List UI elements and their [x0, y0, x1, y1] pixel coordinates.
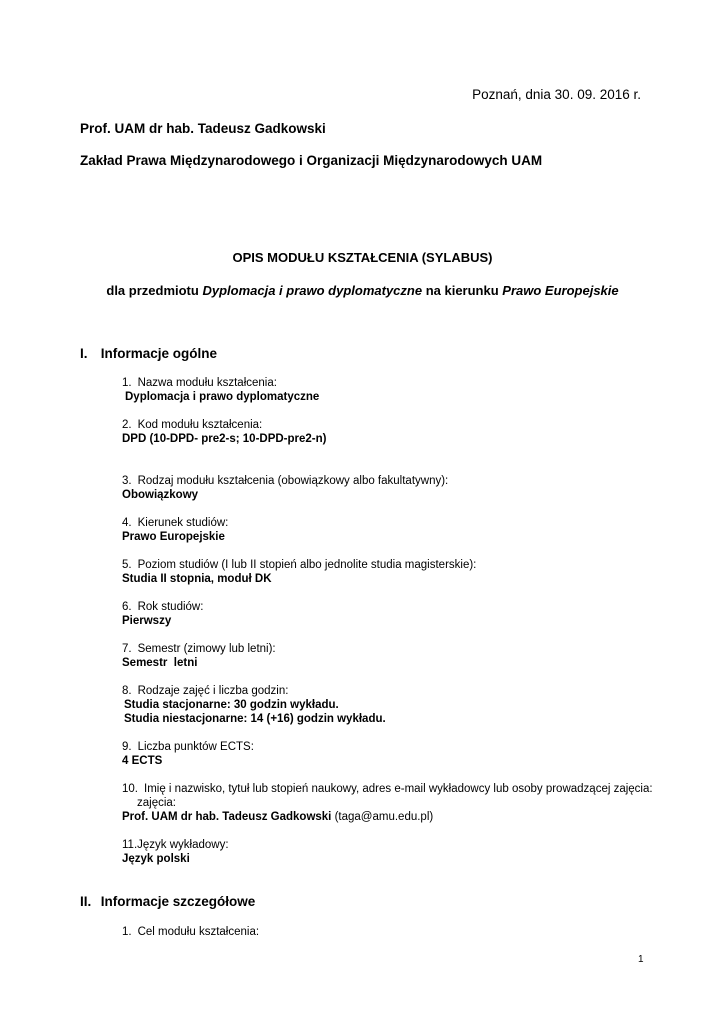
item-value — [122, 811, 433, 823]
item-number: 5. — [122, 559, 132, 571]
author-name: Prof. UAM dr hab. Tadeusz Gadkowski — [80, 121, 326, 136]
section-number: II. — [80, 894, 92, 909]
item-value: Język polski — [122, 853, 190, 865]
item-number: 1. — [122, 377, 132, 389]
item-label-text: Cel modułu kształcenia: — [137, 926, 260, 938]
item-label — [122, 643, 276, 655]
item-value-secondary: Studia niestacjonarne: 14 (+16) godzin wykładu. — [124, 713, 386, 725]
item-label — [122, 601, 203, 613]
subtitle-middle: na kierunku — [425, 283, 499, 298]
item-label-text: Nazwa modułu kształcenia: — [137, 377, 277, 389]
subtitle-field: Prawo Europejskie — [502, 283, 619, 298]
item-label — [122, 926, 259, 938]
item-label-text: Język wykładowy: — [137, 839, 229, 851]
item-label — [122, 839, 229, 851]
item-label-text: Imię i nazwisko, tytuł lub stopień naukowy, adres e-mail wykładowcy lub osoby prowadzącej zajęcia: — [144, 783, 653, 795]
section-number: I. — [80, 346, 88, 361]
lecturer-name: Prof. UAM dr hab. Tadeusz Gadkowski — [122, 811, 332, 823]
item-number: 11. — [122, 839, 138, 851]
item-number: 8. — [122, 685, 132, 697]
item-value: DPD (10-DPD- pre2-s; 10-DPD-pre2-n) — [122, 433, 327, 445]
subtitle-subject: Dyplomacja i prawo dyplomatyczne — [202, 283, 423, 298]
item-label-text: Rodzaj modułu kształcenia (obowiązkowy albo fakultatywny): — [137, 475, 449, 487]
item-number: 4. — [122, 517, 132, 529]
item-label-continuation: zajęcia: — [137, 797, 176, 809]
item-label — [122, 517, 228, 529]
item-value: Pierwszy — [122, 615, 172, 627]
item-label-text: Kierunek studiów: — [137, 517, 229, 529]
item-label-text: Rok studiów: — [137, 601, 204, 613]
document-title: OPIS MODUŁU KSZTAŁCENIA (SYLABUS) — [232, 250, 493, 265]
item-value: Dyplomacja i prawo dyplomatyczne — [125, 391, 320, 403]
item-number: 10. — [122, 783, 138, 795]
item-number: 2. — [122, 419, 132, 431]
lecturer-email: (taga@amu.edu.pl) — [334, 811, 434, 823]
section-title: Informacje ogólne — [100, 346, 218, 361]
item-value: Studia stacjonarne: 30 godzin wykładu. — [124, 699, 339, 711]
item-label — [122, 685, 288, 697]
item-number: 1. — [122, 926, 132, 938]
item-number: 3. — [122, 475, 132, 487]
item-number: 7. — [122, 643, 132, 655]
item-label-text: Rodzaje zajęć i liczba godzin: — [137, 685, 289, 697]
item-number: 9. — [122, 741, 132, 753]
item-label-text: Kod modułu kształcenia: — [137, 419, 263, 431]
item-label-text: Liczba punktów ECTS: — [137, 741, 254, 753]
item-value: 4 ECTS — [122, 755, 163, 767]
item-label — [122, 741, 254, 753]
date-line: Poznań, dnia 30. 09. 2016 r. — [472, 87, 641, 102]
item-number: 6. — [122, 601, 132, 613]
section-title: Informacje szczegółowe — [100, 894, 256, 909]
item-label-text: Semestr (zimowy lub letni): — [137, 643, 276, 655]
item-label — [122, 559, 476, 571]
item-label — [122, 783, 653, 795]
item-label-text: Poziom studiów (I lub II stopień albo jednolite studia magisterskie): — [137, 559, 477, 571]
page-number: 1 — [638, 954, 644, 965]
subtitle-prefix: dla przedmiotu — [106, 283, 199, 298]
item-label — [122, 475, 448, 487]
item-label — [122, 377, 277, 389]
item-value: Semestr letni — [122, 657, 198, 669]
section-heading-general — [80, 346, 217, 361]
department-name: Zakład Prawa Międzynarodowego i Organizacji Międzynarodowych UAM — [80, 153, 543, 168]
item-value: Obowiązkowy — [122, 489, 199, 501]
section-heading-detailed — [80, 894, 255, 909]
document-subtitle — [0, 283, 725, 298]
item-value: Studia II stopnia, moduł DK — [122, 573, 272, 585]
item-label — [122, 419, 262, 431]
item-value: Prawo Europejskie — [122, 531, 225, 543]
